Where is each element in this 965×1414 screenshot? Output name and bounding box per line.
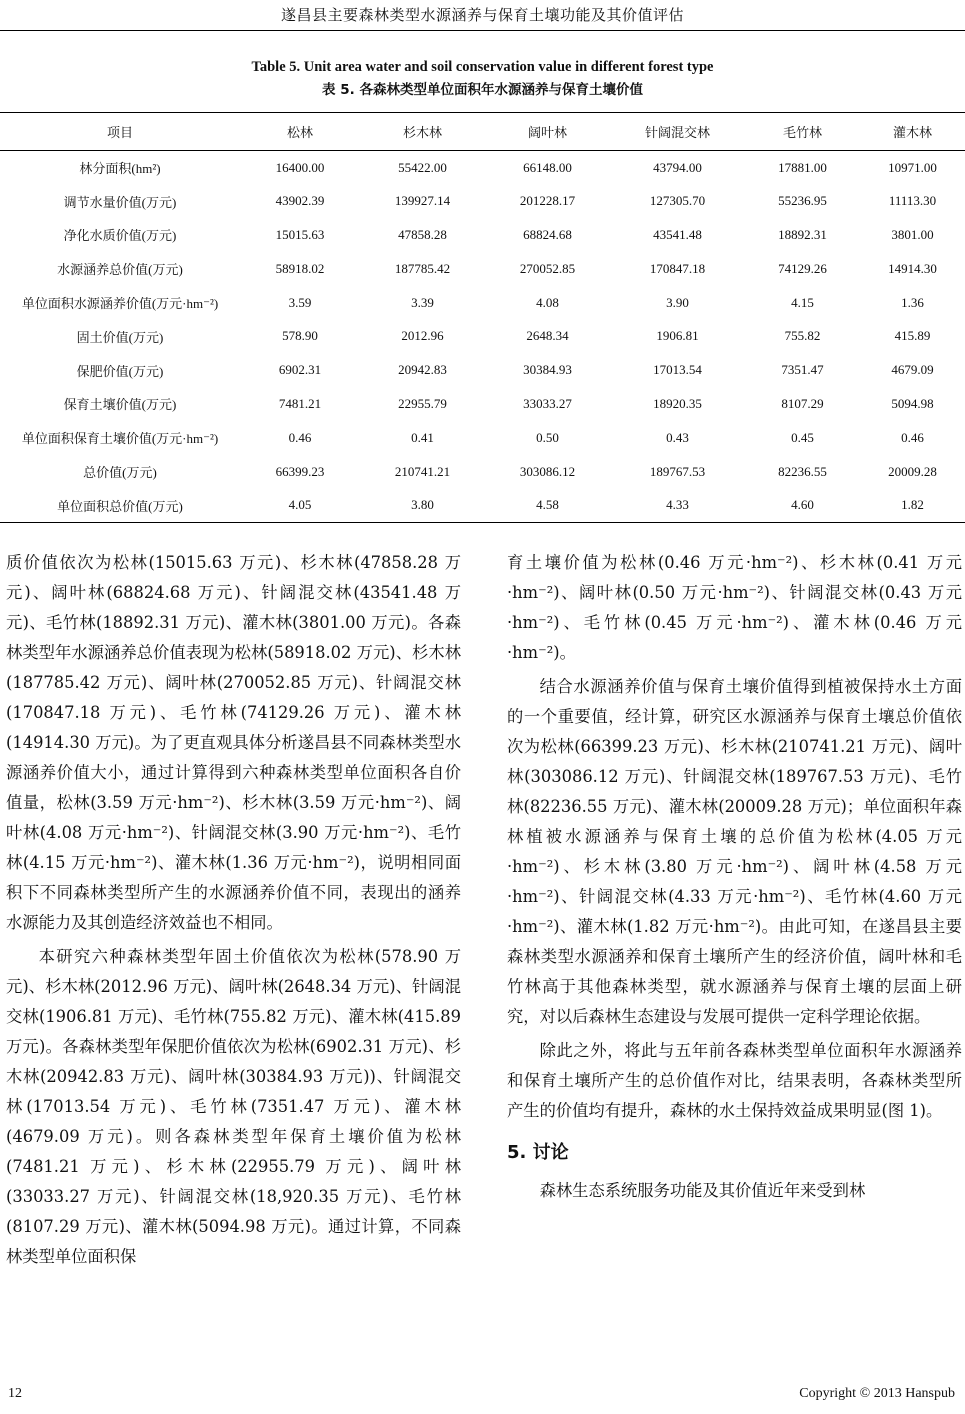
value-cell: 201228.17 (519, 193, 576, 209)
value-cell: 7351.47 (781, 362, 824, 378)
row-label-cell: 调节水量价值(万元) (63, 194, 177, 210)
paragraph: 育土壤价值为松林(0.46 万元·hm⁻²)、杉木林(0.41 万元·hm⁻²)、阔叶林(0.50 万元·hm⁻²)、针阔混交林(0.43 万元·hm⁻²)、毛竹林(0.45 万元·hm⁻²)、灌木林(0.46 万元·hm⁻²)。 (507, 553, 962, 662)
table-row (0, 387, 965, 421)
table-row (0, 455, 965, 489)
value-cell: 17013.54 (653, 362, 702, 378)
value-cell: 11113.30 (888, 193, 937, 209)
value-cell: 43794.00 (653, 159, 702, 175)
value-cell: 20942.83 (398, 362, 447, 378)
value-cell: 43902.39 (275, 193, 325, 209)
value-cell: 3.39 (411, 294, 434, 310)
paragraph: 森林生态系统服务功能及其价值近年来受到林 (539, 1181, 866, 1200)
value-cell: 16400.00 (275, 159, 325, 175)
value-cell: 68824.68 (523, 226, 572, 242)
value-cell: 7481.21 (278, 395, 322, 411)
value-cell: 66399.23 (275, 463, 325, 479)
table-row (0, 151, 965, 185)
value-cell: 33033.27 (523, 395, 572, 411)
value-cell: 1.82 (860, 488, 965, 522)
value-cell: 0.50 (536, 429, 559, 445)
header-cell: 毛竹林 (745, 113, 860, 151)
value-cell: 18892.31 (778, 226, 827, 242)
page-number: 12 (8, 1386, 22, 1401)
value-cell: 18920.35 (653, 395, 702, 411)
value-cell: 3.59 (288, 294, 312, 310)
value-cell: 10971.00 (888, 159, 937, 175)
section-heading: 5. 讨论 (507, 1142, 569, 1163)
table-row (0, 218, 965, 252)
header-cell: 阔叶林 (485, 113, 610, 151)
paragraph: 质价值依次为松林(15015.63 万元)、杉木林(47858.28 万元)、阔叶林(68824.68 万元)、针阔混交林(43541.48 万元)、毛竹林(18892.31 万元)、灌木林(3801.00 万元)。各森林类型年水源涵养总价值表现为松林(58918.02 万元)、杉木林(187785.42 万元)、阔叶林(270052.85 万元)、针阔混交林(170847.18 万元)、毛竹林(74129.26 万元)、灌木林(14914.30 万元)。为了更直观具体分析遂昌县不同森林类型水源涵养价值大小，通过计算得到六种森林类型单位面积各自价值量，松林(3.59 万元·hm⁻²)、杉木林(3.59 万元·hm⁻²)、阔叶林(4.08 万元·hm⁻²)、针阔混交林(3.90 万元·hm⁻²)、毛竹林(4.15 万元·hm⁻²)、灌木林(1.36 万元·hm⁻²)，说明相同面积下不同森林类型所产生的水源涵养价值不同，表现出的涵养水源能力及其创造经济效益也不相同。 (6, 553, 461, 932)
table-row (0, 319, 965, 353)
row-label-cell: 单位面积保育土壤价值(万元·hm⁻²) (21, 431, 219, 447)
table-row (0, 488, 965, 522)
value-cell: 58918.02 (275, 260, 325, 276)
value-cell: 17881.00 (778, 159, 827, 175)
paragraph: 本研究六种森林类型年固土价值依次为松林(578.90 万元)、杉木林(2012.96 万元)、阔叶林(2648.34 万元)、针阔混交林(1906.81 万元)、毛竹林(755.82 万元)、灌木林(415.89 万元)。各森林类型年保肥价值依次为松林(6902.31 万元)、杉木林(20942.83 万元)、阔叶林(30384.93 万元))、针阔混交林(17013.54 万元)、毛竹林(7351.47 万元)、灌木林(4679.09 万元)。则各森林类型年保育土壤价值为松林(7481.21 万元)、杉木林(22955.79 万元)、阔叶林(33033.27 万元)、针阔混交林(18,920.35 万元)、毛竹林(8107.29 万元)、灌木林(5094.98 万元)。通过计算，不同森林类型单位面积保 (6, 947, 461, 1266)
value-cell: 4.58 (485, 488, 610, 522)
header-cell: 松林 (240, 113, 360, 151)
row-label-cell: 单位面积总价值(万元) (0, 488, 240, 522)
row-label-cell: 保育土壤价值(万元) (63, 397, 177, 413)
value-cell: 4.05 (240, 488, 360, 522)
value-cell: 1906.81 (656, 328, 699, 344)
value-cell: 6902.31 (278, 362, 322, 378)
table-header-row (0, 113, 965, 151)
value-cell: 2648.34 (526, 328, 569, 344)
value-cell: 8107.29 (781, 395, 824, 411)
value-cell: 0.46 (288, 429, 312, 445)
header-rule (0, 30, 965, 31)
value-cell: 14914.30 (888, 260, 937, 276)
table-row (0, 421, 965, 455)
row-label-cell: 总价值(万元) (83, 465, 157, 481)
value-cell: 0.45 (791, 429, 814, 445)
paragraph: 结合水源涵养价值与保育土壤价值得到植被保持水土方面的一个重要值，经计算，研究区水源涵养与保育土壤总价值依次为松林(66399.23 万元)、杉木林(210741.21 万元)、阔叶林(303086.12 万元)、针阔混交林(189767.53 万元)、毛竹林(82236.55 万元)、灌木林(20009.28 万元)；单位面积年森林植被水源涵养与保育土壤的总价值为松林(4.05 万元·hm⁻²)、杉木林(3.80 万元·hm⁻²)、阔叶林(4.58 万元·hm⁻²)、针阔混交林(4.33 万元·hm⁻²)、毛竹林(4.60 万元·hm⁻²)、灌木林(1.82 万元·hm⁻²)。由此可知，在遂昌县主要森林类型水源涵养和保育土壤所产生的经济价值，阔叶林和毛竹林高于其他森林类型，就水源涵养与保育土壤的层面上研究，对以后森林生态建设与发展可提供一定科学理论依据。 (507, 677, 962, 1026)
table-caption-en: Table 5. Unit area water and soil conservation value in different forest type (251, 59, 714, 75)
value-cell: 187785.42 (394, 260, 451, 276)
value-cell: 47858.28 (398, 226, 447, 242)
value-cell: 55422.00 (398, 159, 447, 175)
value-cell: 4.60 (745, 488, 860, 522)
value-cell: 270052.85 (519, 260, 576, 276)
header-cell: 项目 (0, 113, 240, 151)
right-column (507, 548, 962, 1206)
header-cell: 针阔混交林 (610, 113, 745, 151)
value-cell: 415.89 (894, 328, 931, 344)
table-body (0, 151, 965, 523)
value-cell: 0.46 (901, 429, 924, 445)
value-cell: 170847.18 (649, 260, 706, 276)
value-cell: 43541.48 (653, 226, 702, 242)
row-label-cell: 保肥价值(万元) (76, 363, 164, 379)
value-cell: 303086.12 (519, 463, 576, 479)
value-cell: 2012.96 (401, 328, 444, 344)
value-cell: 139927.14 (394, 193, 451, 209)
table-row (0, 286, 965, 320)
table-row (0, 184, 965, 218)
running-head: 遂昌县主要森林类型水源涵养与保育土壤功能及其价值评估 (280, 6, 684, 24)
table-row (0, 252, 965, 286)
value-cell: 4679.09 (891, 362, 934, 378)
value-cell: 15015.63 (275, 226, 325, 242)
value-table (0, 112, 965, 523)
value-cell: 30384.93 (523, 362, 572, 378)
row-label-cell: 单位面积水源涵养价值(万元·hm⁻²) (21, 296, 219, 312)
header-cell: 灌木林 (860, 113, 965, 151)
value-cell: 1.36 (901, 294, 924, 310)
value-cell: 55236.95 (778, 193, 827, 209)
row-label-cell: 固土价值(万元) (76, 329, 164, 345)
row-label-cell: 净化水质价值(万元) (63, 228, 177, 244)
value-cell: 3.80 (360, 488, 485, 522)
copyright: Copyright © 2013 Hanspub (799, 1386, 955, 1401)
table-caption-zh: 表 5. 各森林类型单位面积年水源涵养与保育土壤价值 (322, 82, 643, 98)
value-cell: 0.43 (666, 429, 689, 445)
header-cell: 杉木林 (360, 113, 485, 151)
value-cell: 20009.28 (888, 463, 937, 479)
row-label-cell: 水源涵养总价值(万元) (57, 262, 183, 278)
value-cell: 189767.53 (649, 463, 706, 479)
value-cell: 22955.79 (398, 395, 447, 411)
value-cell: 578.90 (282, 328, 318, 344)
left-column (6, 548, 461, 1272)
paragraph: 除此之外，将此与五年前各森林类型单位面积年水源涵养和保育土壤所产生的总价值作对比，结果表明，各森林类型所产生的价值均有提升，森林的水土保持效益成果明显(图 1)。 (507, 1041, 962, 1120)
row-label-cell: 林分面积(hm²) (79, 161, 161, 177)
value-cell: 5094.98 (891, 395, 934, 411)
value-cell: 755.82 (784, 328, 821, 344)
value-cell: 127305.70 (649, 193, 706, 209)
value-cell: 4.08 (536, 294, 559, 310)
value-cell: 3.90 (666, 294, 689, 310)
table-row (0, 353, 965, 387)
value-cell: 210741.21 (394, 463, 451, 479)
value-cell: 0.41 (411, 429, 434, 445)
value-cell: 66148.00 (523, 159, 572, 175)
value-cell: 74129.26 (778, 260, 827, 276)
value-cell: 3801.00 (891, 226, 934, 242)
value-cell: 4.33 (610, 488, 745, 522)
value-cell: 4.15 (791, 294, 814, 310)
value-cell: 82236.55 (778, 463, 827, 479)
